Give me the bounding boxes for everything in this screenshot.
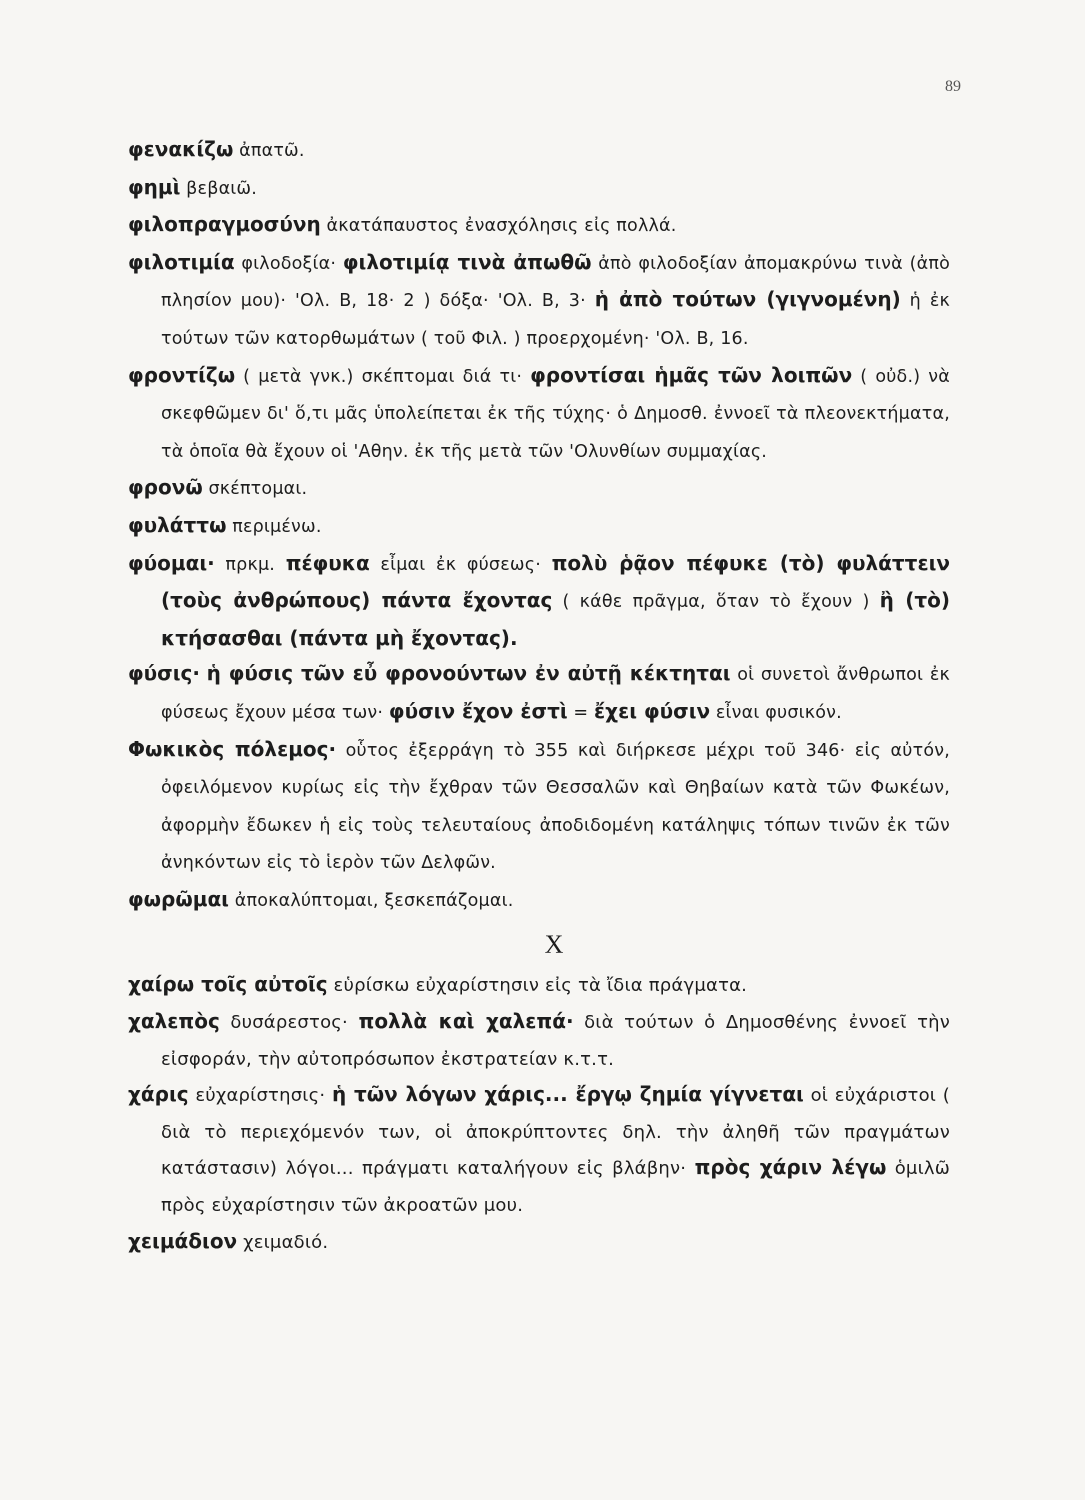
entry-definition: ἀπατῶ. <box>233 141 305 161</box>
entry-definition: = <box>567 702 595 723</box>
entry-headword: φροντίζω <box>128 362 236 387</box>
section-letter: Χ <box>544 930 564 960</box>
entry-headword: φυλάττω <box>128 512 227 537</box>
dictionary-entry <box>128 967 950 1004</box>
dictionary-entry <box>128 882 950 920</box>
entry-definition: χειμαδιό. <box>237 1231 329 1253</box>
entry-headword: χειμάδιον <box>128 1228 238 1253</box>
entry-headword: φρονῶ <box>128 475 203 500</box>
entry-definition: εἶναι φυσικόν. <box>710 702 842 723</box>
entry-headword: φενακίζω <box>128 137 234 161</box>
entry-definition <box>200 665 207 685</box>
dictionary-content <box>128 132 950 1260</box>
entry-definition: δυσάρεστος· <box>219 1012 359 1034</box>
dictionary-entry <box>128 132 950 170</box>
entries-chi <box>128 967 950 1260</box>
dictionary-entry <box>128 207 950 245</box>
entry-definition: εὐχαρίστησις· <box>188 1085 333 1107</box>
entry-phrase: φιλοτιμίᾳ τινὰ ἀπωθῶ <box>342 249 592 274</box>
entry-definition: ( κάθε πρᾶγμα, ὅταν τὸ ἔχουν ) <box>552 592 880 613</box>
entry-phrase: φροντίσαι ἡμᾶς τῶν λοιπῶν <box>530 362 853 387</box>
entry-phrase: πέφυκα <box>285 550 370 575</box>
entry-phrase: ἔχει φύσιν <box>594 698 711 723</box>
entry-definition: οἱ εὐχάριστοι ( διὰ τὸ περιεχόμενόν των, οἱ ἀποκρύπτοντες δηλ. τὴν ἀληθῆ τῶν πραγμάτων κατάστασιν) λόγοι... πράγματι καταλήγουν εἰς βλάβην· <box>161 1085 951 1180</box>
entries-phi <box>128 132 950 919</box>
entry-phrase: πρὸς χάριν λέγω <box>694 1155 887 1180</box>
entry-definition: περιμένω. <box>226 516 322 537</box>
entry-phrase: ἡ φύσις τῶν εὖ φρονούντων ἐν αὐτῇ κέκτηται <box>206 661 731 686</box>
entry-headword: χαλεπὸς <box>128 1009 220 1034</box>
dictionary-entry <box>128 656 950 731</box>
entry-phrase: ἢ (τὸ) κτήσασθαι (πάντα μὴ ἔχοντας). <box>161 588 950 650</box>
entry-headword: χάρις <box>128 1082 189 1107</box>
entry-definition: εὑρίσκω εὐχαρίστησιν εἰς τὰ ἴδια πράγματα. <box>327 975 748 997</box>
entry-headword: φωρῶμαι <box>128 886 229 911</box>
dictionary-entry <box>128 1077 950 1223</box>
entry-headword: φύομαι· <box>128 550 215 575</box>
entry-headword: φιλοπραγμοσύνη <box>128 212 321 237</box>
entry-definition: ( οὐδ.) νὰ σκεφθῶμεν δι' ὅ,τι μᾶς ὑπολείπεται ἐκ τῆς τύχης· ὁ Δημοσθ. ἐννοεῖ τὰ πλεονεκτήματα, τὰ ὁποῖα θὰ ἔχουν οἱ 'Αθην. ἐκ τῆς μετὰ τῶν 'Ολυνθίων συμμαχίας. <box>161 366 950 462</box>
entry-definition: σκέπτομαι. <box>202 479 308 500</box>
entry-phrase: πολλὰ καὶ χαλεπά· <box>358 1009 574 1034</box>
entry-headword: φιλοτιμία <box>128 249 235 274</box>
dictionary-entry <box>128 546 950 657</box>
entry-definition: διὰ τούτων ὁ Δημοσθένης ἐννοεῖ τὴν εἰσφοράν, τὴν αὐτοπρόσωπον ἐκστρατείαν κ.τ.τ. <box>161 1012 950 1070</box>
entry-definition: ἀκατάπαυστος ἐνασχόλησις εἰς πολλά. <box>320 216 677 237</box>
entry-definition: βεβαιῶ. <box>180 178 258 199</box>
dictionary-entry <box>128 245 950 358</box>
entry-phrase: ἡ τῶν λόγων χάρις... ἔργῳ ζημία γίγνεται <box>332 1082 804 1107</box>
entry-definition: εἶμαι ἐκ φύσεως· <box>369 554 552 575</box>
dictionary-entry <box>128 170 950 208</box>
entry-headword: Φωκικὸς πόλεμος· <box>128 736 337 761</box>
entry-phrase: φύσιν ἔχον ἐστὶ <box>388 698 568 723</box>
entry-definition: ἀπὸ φιλοδοξίαν ἀπομακρύνω τινὰ (ἀπὸ πλησίον μου)· 'Ολ. Β, 18· 2 ) δόξα· 'Ολ. Β, 3· <box>161 253 950 312</box>
entry-phrase: πολὺ ῥᾷον πέφυκε (τὸ) φυλάττειν (τοὺς ἀνθρώπους) πάντα ἔχοντας <box>161 550 950 613</box>
entry-definition: ( μετὰ γνκ.) σκέπτομαι διά τι· <box>235 366 531 387</box>
page-number: 89 <box>945 78 961 95</box>
dictionary-entry <box>128 1224 950 1261</box>
dictionary-entry <box>128 470 950 508</box>
dictionary-entry <box>128 732 950 882</box>
entry-definition: πρκμ. <box>214 554 286 575</box>
entry-headword: φημὶ <box>128 174 181 199</box>
entry-headword: χαίρω τοῖς αὐτοῖς <box>128 972 328 997</box>
entry-definition: οἱ συνετοὶ ἄνθρωποι ἐκ φύσεως ἔχουν μέσα των· <box>161 665 950 723</box>
entry-definition: οὗτος ἐξερράγη τὸ 355 καὶ διήρκεσε μέχρι τοῦ 346· εἰς αὐτόν, ὀφειλόμενον κυρίως εἰς τὴν ἔχθραν τῶν Θεσσαλῶν καὶ Θηβαίων κατὰ τῶν Φωκέων, ἀφορμὴν ἔδωκεν ἡ εἰς τοὺς τελευταίους ἀποδιδομένη κατάληψις τόπων τινῶν ἐκ τῶν ἀνηκόντων εἰς τὸ ἱερὸν τῶν Δελφῶν. <box>161 740 950 874</box>
entry-definition: ἀποκαλύπτομαι, ξεσκεπάζομαι. <box>228 890 514 911</box>
dictionary-entry <box>128 358 950 471</box>
dictionary-entry <box>128 1004 950 1077</box>
entry-definition: φιλοδοξία· <box>234 253 343 274</box>
entry-headword: φύσις· <box>128 661 200 686</box>
dictionary-entry <box>128 508 950 546</box>
entry-definition: ἡ ἐκ τούτων τῶν κατορθωμάτων ( τοῦ Φιλ. ) προερχομένη· 'Ολ. Β, 16. <box>161 291 950 349</box>
entry-definition: ὁμιλῶ πρὸς εὐχαρίστησιν τῶν ἀκροατῶν μου. <box>161 1158 951 1217</box>
entry-phrase: ἡ ἀπὸ τούτων (γιγνομένη) <box>594 287 901 312</box>
